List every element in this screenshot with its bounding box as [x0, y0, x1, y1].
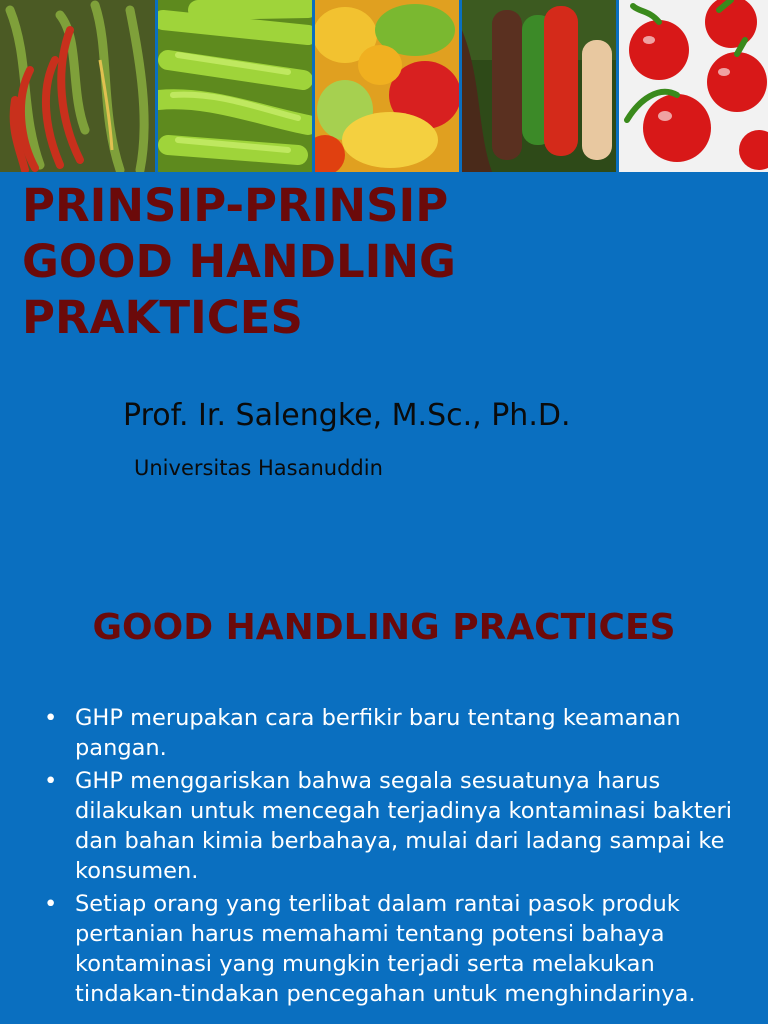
- mixed-habanero-peppers-photo: [315, 0, 459, 172]
- long-peppers-photo: [462, 0, 617, 172]
- author-name: Prof. Ir. Salengke, M.Sc., Ph.D.: [123, 398, 571, 433]
- bullet-text: GHP menggariskan bahwa segala sesuatunya harus dilakukan untuk mencegah terjadinya kontaminasi bakteri dan bahan kimia berbahaya, mulai dari ladang sampai ke konsumen.: [75, 768, 732, 884]
- red-cherry-peppers-photo: [619, 0, 768, 172]
- bullet-text: Setiap orang yang terlibat dalam rantai pasok produk pertanian harus memahami tentang potensi bahaya kontaminasi yang mungkin terjadi serta melakukan tindakan-tindakan pencegahan untuk menghindarinya.: [75, 891, 696, 1007]
- bullet-text: GHP merupakan cara berfikir baru tentang keamanan pangan.: [75, 705, 681, 761]
- author-affiliation: Universitas Hasanuddin: [134, 456, 383, 480]
- red-chili-peppers-photo: [0, 0, 155, 172]
- title-line: PRAKTICES: [22, 291, 303, 344]
- title-line: PRINSIP-PRINSIP: [22, 179, 449, 232]
- list-item: [44, 766, 734, 886]
- presentation-title: [22, 178, 722, 346]
- bullet-icon: •: [44, 705, 58, 731]
- list-item: [44, 889, 734, 1009]
- bullet-list: [44, 703, 734, 1012]
- bullet-icon: •: [44, 891, 58, 917]
- pepper-photo-strip: [0, 0, 768, 172]
- title-line: GOOD HANDLING: [22, 235, 456, 288]
- section-heading: GOOD HANDLING PRACTICES: [92, 607, 676, 648]
- green-peppers-photo: [158, 0, 313, 172]
- bullet-icon: •: [44, 768, 58, 794]
- list-item: [44, 703, 734, 763]
